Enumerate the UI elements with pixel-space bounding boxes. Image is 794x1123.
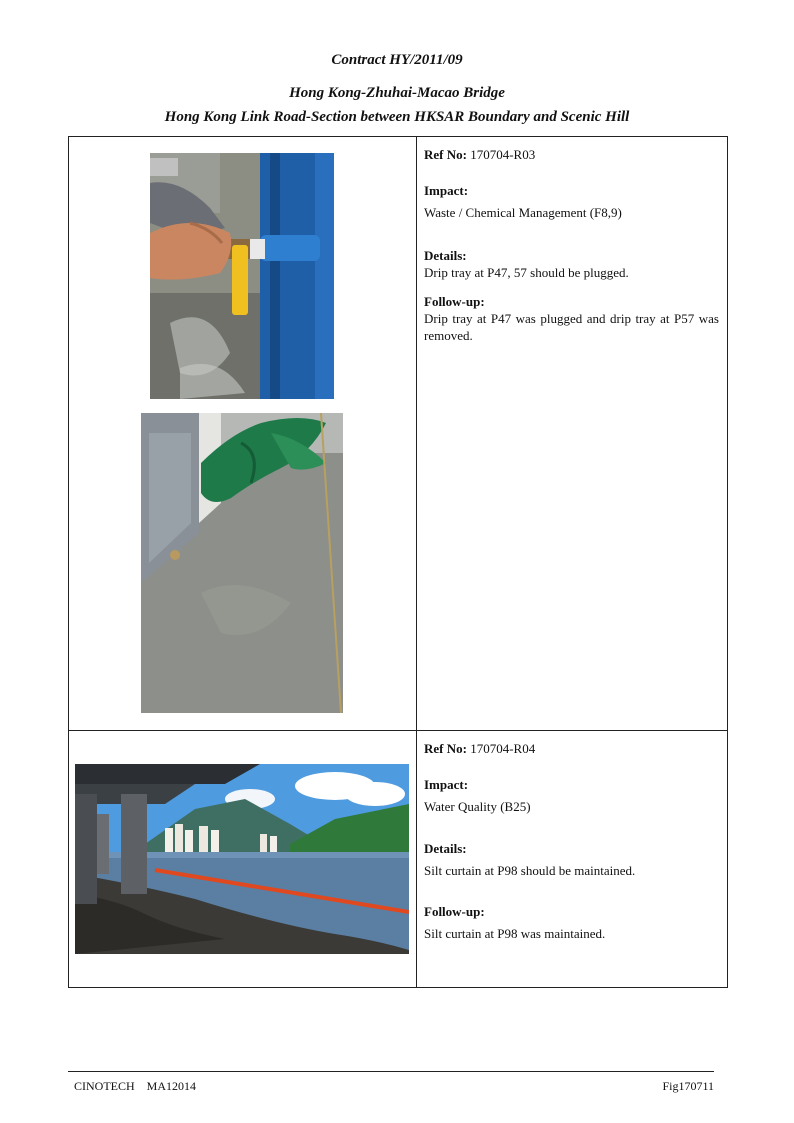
silt-curtain-photo	[75, 764, 409, 954]
impact-label: Impact:	[424, 776, 469, 792]
ref-value: 170704-R03	[470, 147, 536, 162]
footer-right: Fig170711	[662, 1079, 714, 1093]
footer-divider	[68, 1071, 714, 1072]
tarpaulin-deck-photo	[141, 413, 343, 713]
entry-2-details-cell	[417, 731, 728, 988]
ref-label: Ref No:	[424, 147, 467, 162]
details-value: Silt curtain at P98 should be maintained.	[424, 862, 636, 878]
contract-title: Contract HY/2011/09	[331, 52, 463, 68]
followup-label: Follow-up:	[424, 294, 485, 310]
impact-value: Waste / Chemical Management (F8,9)	[424, 204, 622, 220]
impact-value: Water Quality (B25)	[424, 798, 531, 814]
section-title: Hong Kong Link Road-Section between HKSAR Boundary and Scenic Hill	[164, 109, 630, 125]
photo-cell	[69, 137, 417, 731]
ref-value: 170704-R04	[470, 741, 536, 756]
followup-label: Follow-up:	[424, 904, 485, 920]
impact-label: Impact:	[424, 182, 469, 198]
details-value: Drip tray at P47, 57 should be plugged.	[424, 264, 629, 280]
footer-left: CINOTECH MA12014	[74, 1079, 196, 1093]
photo-cell	[69, 731, 417, 988]
entry-1-details-cell	[417, 137, 728, 731]
details-label: Details:	[424, 247, 467, 263]
project-title: Hong Kong-Zhuhai-Macao Bridge	[289, 85, 505, 101]
ref-label: Ref No:	[424, 741, 467, 756]
details-label: Details:	[424, 840, 467, 856]
followup-value: Drip tray at P47 was plugged and drip tray at P57 was removed.	[424, 311, 719, 344]
inspection-table	[68, 136, 728, 988]
followup-value: Silt curtain at P98 was maintained.	[424, 926, 606, 942]
table-row	[69, 731, 728, 988]
drip-tray-valve-photo	[150, 153, 334, 399]
table-row	[69, 137, 728, 731]
